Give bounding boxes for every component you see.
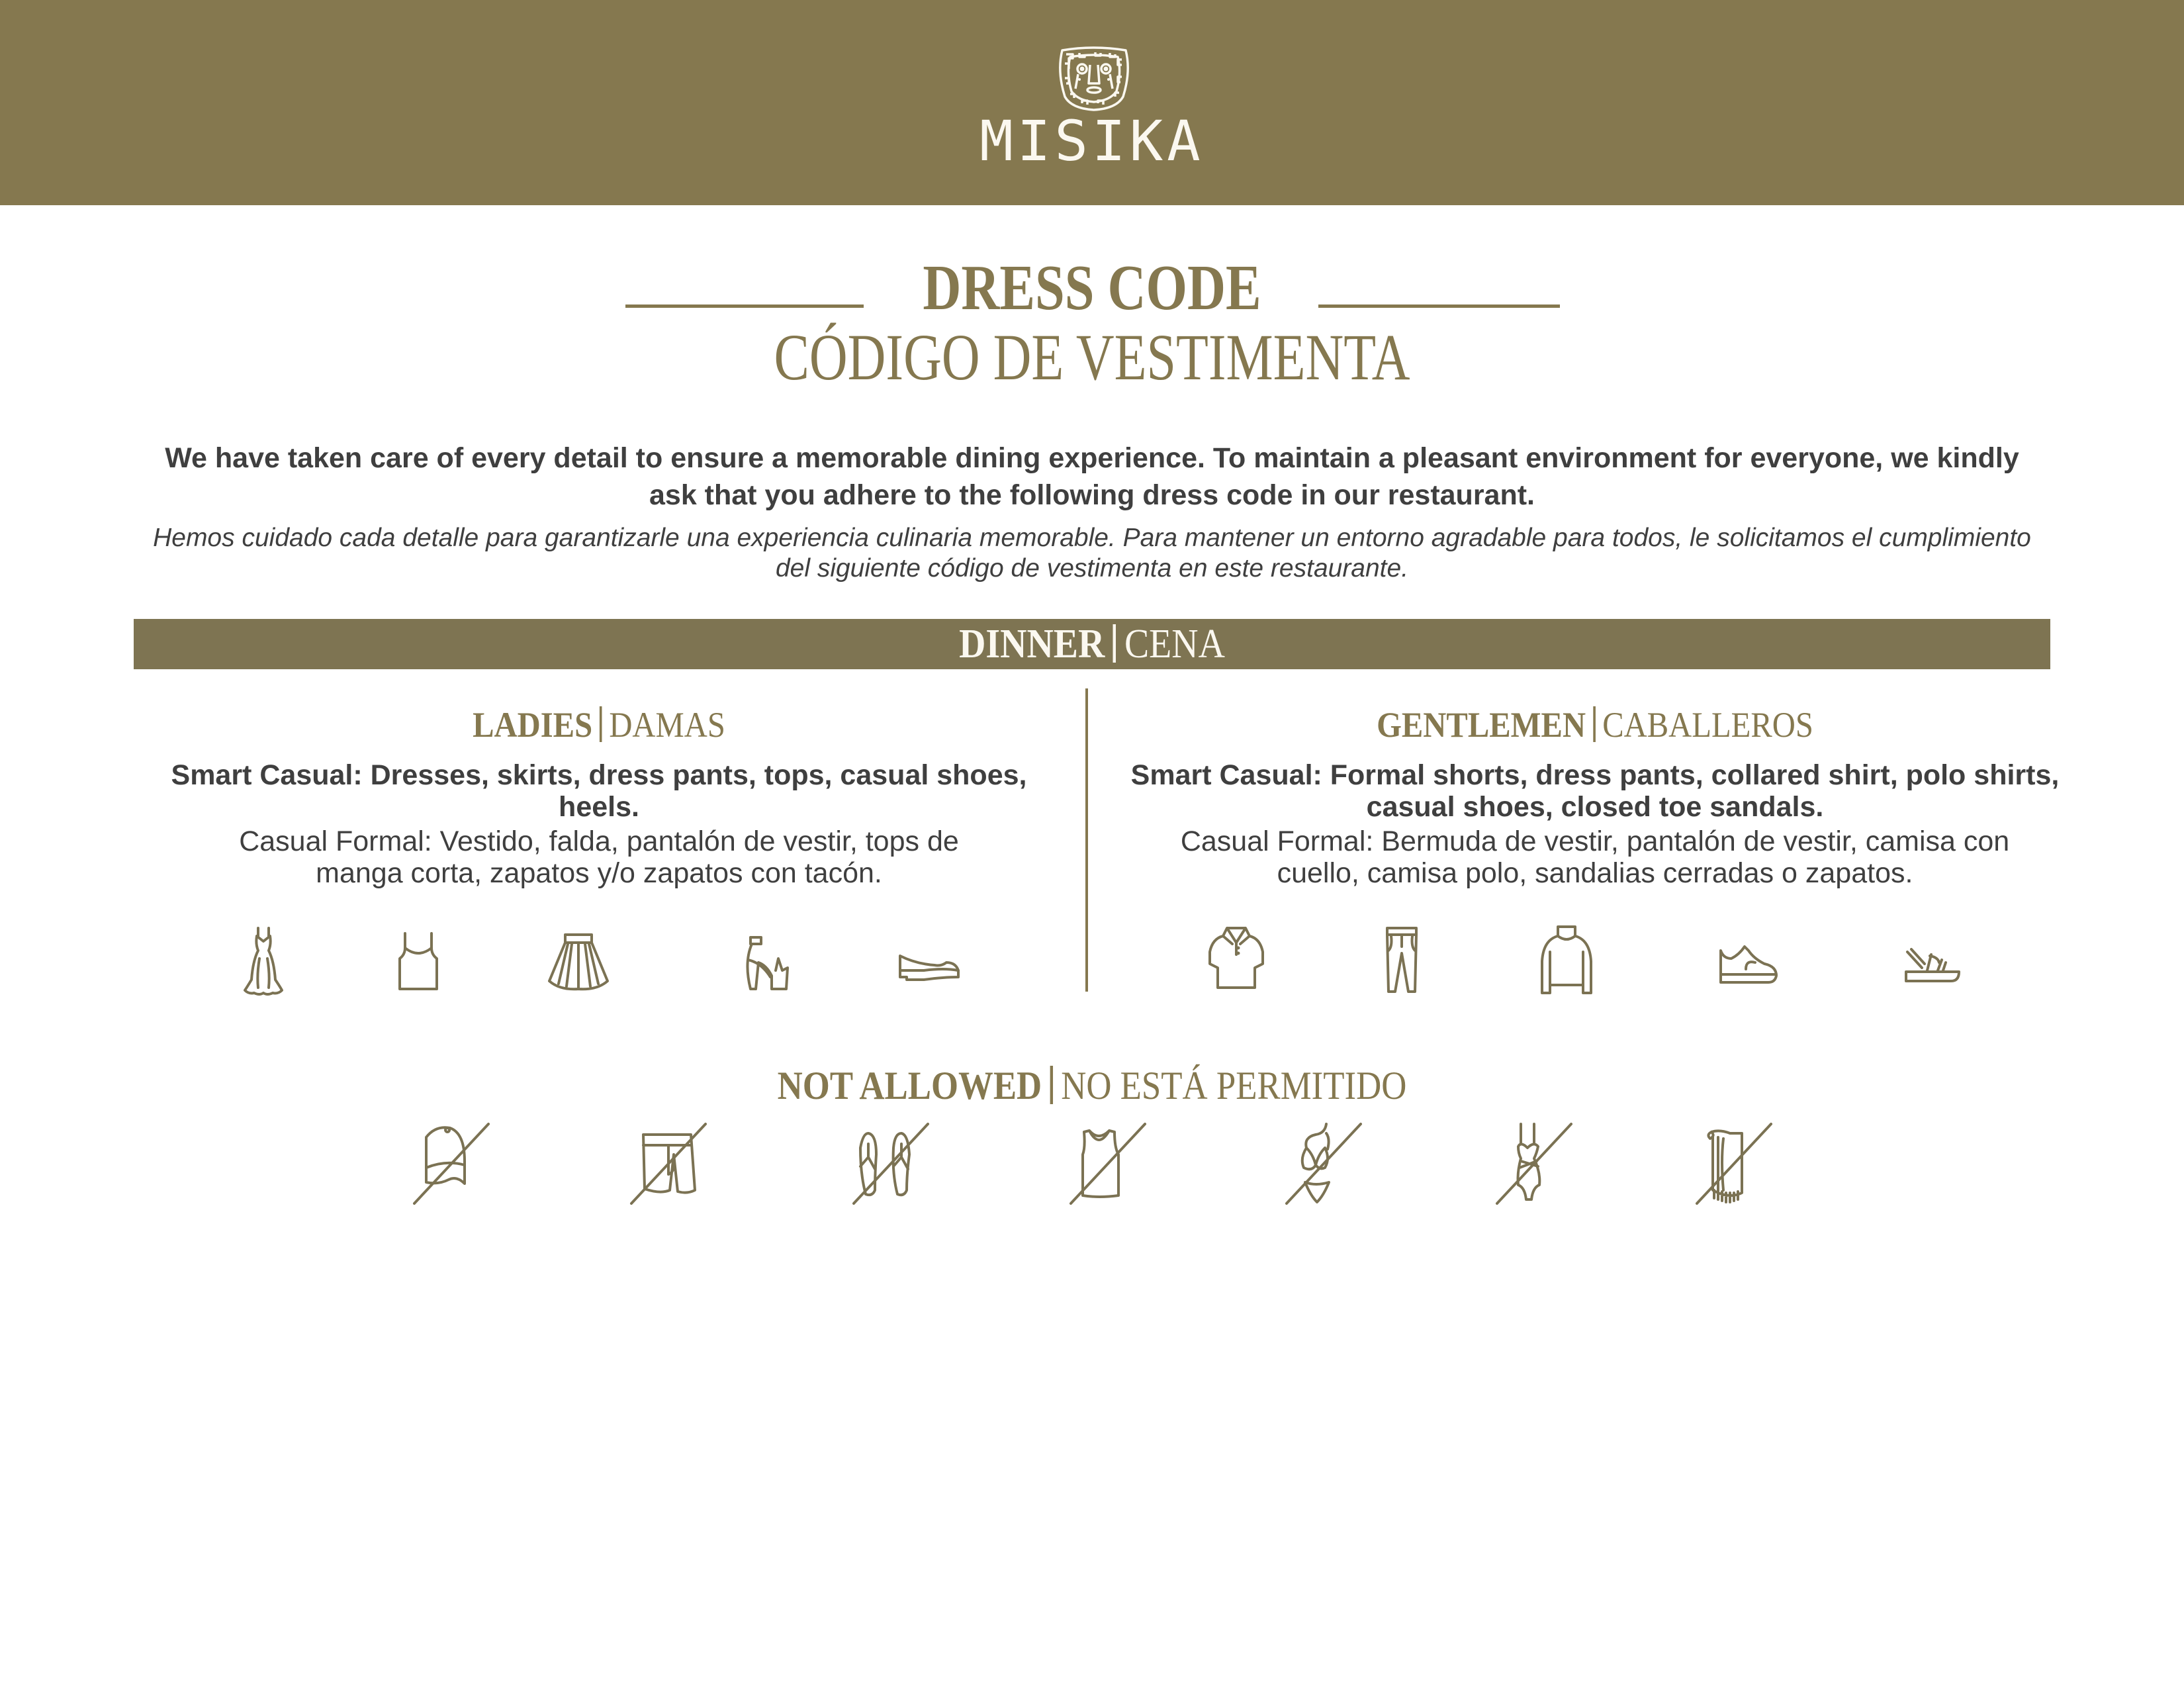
gentlemen-column <box>1125 698 2065 889</box>
dinner-section-bar <box>134 619 2050 669</box>
no-tank-top-icon <box>1066 1121 1152 1206</box>
polo-shirt-icon <box>1207 925 1265 989</box>
title-row <box>0 252 2184 324</box>
column-divider <box>1085 688 1088 992</box>
title-rule-right <box>1318 305 1560 308</box>
not-allowed-heading <box>131 1059 2053 1112</box>
gentlemen-title-en: GENTLEMEN <box>1377 705 1586 745</box>
gentlemen-title-es: CABALLEROS <box>1602 705 1813 745</box>
ladies-title-es: DAMAS <box>609 705 725 745</box>
no-sarong-icon <box>1692 1121 1778 1206</box>
no-bikini-icon <box>1281 1121 1367 1206</box>
gentlemen-casual-formal: Casual Formal: Bermuda de vestir, pantalón de vestir, camisa con cuello, camisa polo, sandalias cerradas o zapatos. <box>1180 825 2010 889</box>
dinner-heading <box>230 619 1954 669</box>
not-allowed-title-es: NO ESTÁ PERMITIDO <box>1061 1064 1407 1107</box>
tank-top-icon <box>397 932 439 990</box>
not-allowed-title-en: NOT ALLOWED <box>777 1064 1042 1107</box>
high-heel-icon <box>741 936 790 992</box>
no-swimsuit-icon <box>1492 1121 1578 1206</box>
sneaker-icon <box>1718 945 1779 985</box>
turtleneck-sweater-icon <box>1539 925 1594 994</box>
intro-spanish: Hemos cuidado cada detalle para garantizarle una experiencia culinaria memorable. Para mantener un entorno agradable para todos, le solicitamos el cumplimiento del siguiente código de vestimenta en este restaurante. <box>153 524 2031 583</box>
ladies-title-en: LADIES <box>473 705 593 745</box>
page-subtitle: CÓDIGO DE VESTIMENTA <box>774 320 1410 394</box>
no-swim-shorts-icon <box>626 1121 712 1206</box>
gentlemen-smart-casual: Smart Casual: Formal shorts, dress pants, collared shirt, polo shirts, casual shoes, closed toe sandals. <box>1130 759 2060 823</box>
ladies-column <box>129 698 1069 889</box>
no-cap-icon <box>409 1121 495 1206</box>
separator <box>600 706 602 742</box>
ladies-heading <box>176 698 1022 751</box>
dinner-label-es: CENA <box>1124 622 1225 667</box>
dinner-label-en: DINNER <box>959 622 1105 667</box>
brand-name: MISIKA <box>979 109 1205 173</box>
pants-icon <box>1385 927 1419 993</box>
pleated-skirt-icon <box>547 933 610 990</box>
page-title: DRESS CODE <box>923 252 1261 324</box>
separator <box>1593 706 1596 742</box>
ladies-casual-formal: Casual Formal: Vestido, falda, pantalón de vestir, tops de manga corta, zapatos y/o zapatos con tacón. <box>239 825 959 889</box>
gentlemen-heading <box>1172 698 2018 751</box>
mask-logo-icon <box>1056 45 1132 111</box>
separator <box>1113 624 1116 663</box>
no-flip-flops-icon <box>848 1121 934 1206</box>
flat-shoe-icon <box>897 953 961 982</box>
sandal-icon <box>1905 948 1960 982</box>
intro-english: We have taken care of every detail to ensure a memorable dining experience. To maintain a pleasant environment for everyone, we kindly ask that you adhere to the following dress code in our restaurant. <box>165 442 2019 511</box>
separator <box>1050 1066 1053 1104</box>
dress-icon <box>237 927 290 996</box>
ladies-smart-casual: Smart Casual: Dresses, skirts, dress pants, tops, casual shoes, heels. <box>171 759 1027 823</box>
